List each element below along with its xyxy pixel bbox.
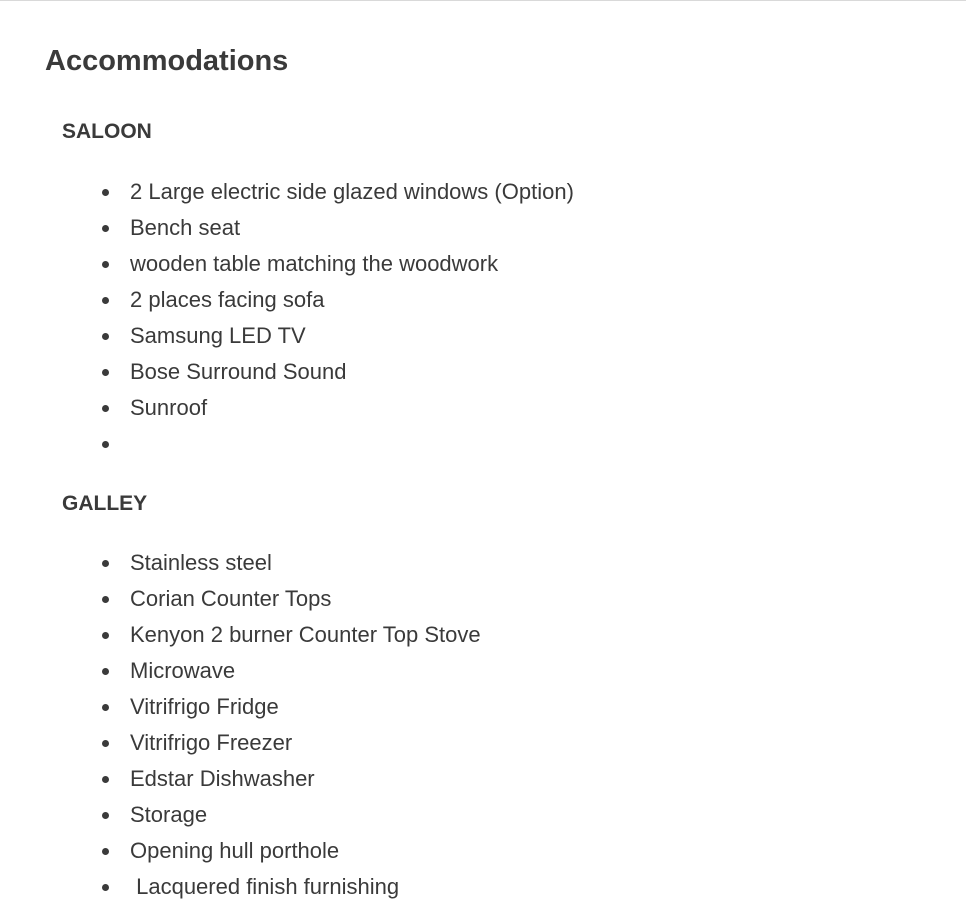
list-item: [0, 761, 481, 797]
galley-feature-list: [0, 545, 481, 905]
bullet-icon: [102, 668, 109, 675]
bullet-icon: [102, 632, 109, 639]
list-item: [0, 318, 574, 354]
list-item: [0, 725, 481, 761]
list-item: [0, 210, 574, 246]
section-heading-saloon: SALOON: [62, 120, 152, 143]
saloon-feature-list: [0, 174, 574, 462]
list-item-text: Corian Counter Tops: [130, 586, 332, 611]
list-item-text: Edstar Dishwasher: [130, 766, 315, 791]
list-item-text: Sunroof: [130, 395, 208, 420]
bullet-icon: [102, 596, 109, 603]
bullet-icon: [102, 405, 109, 412]
page-title: Accommodations: [45, 45, 289, 77]
bullet-icon: [102, 297, 109, 304]
bullet-icon: [102, 812, 109, 819]
list-item: [0, 797, 481, 833]
bullet-icon: [102, 441, 109, 448]
list-item: [0, 653, 481, 689]
list-item-text: wooden table matching the woodwork: [130, 251, 499, 276]
bullet-icon: [102, 776, 109, 783]
bullet-icon: [102, 369, 109, 376]
list-item: [0, 617, 481, 653]
list-item-text: Opening hull porthole: [130, 838, 340, 863]
list-item-text: 2 Large electric side glazed windows (Option): [130, 179, 574, 204]
bullet-icon: [102, 740, 109, 747]
list-item: [0, 581, 481, 617]
bullet-icon: [102, 261, 109, 268]
list-item-text: Vitrifrigo Fridge: [130, 694, 279, 719]
list-item: [0, 246, 574, 282]
list-item-text: Vitrifrigo Freezer: [130, 730, 293, 755]
list-item: [0, 545, 481, 581]
list-item-text: Samsung LED TV: [130, 323, 306, 348]
list-item-text: Microwave: [130, 658, 236, 683]
top-divider: [0, 0, 966, 1]
list-item: [0, 833, 481, 869]
bullet-icon: [102, 884, 109, 891]
list-item-text: Kenyon 2 burner Counter Top Stove: [130, 622, 481, 647]
bullet-icon: [102, 848, 109, 855]
list-item-empty: [0, 426, 574, 462]
bullet-icon: [102, 333, 109, 340]
list-item: [0, 174, 574, 210]
list-item: [0, 390, 574, 426]
list-item-text: 2 places facing sofa: [130, 287, 325, 312]
list-item: [0, 869, 481, 905]
list-item: [0, 689, 481, 725]
bullet-icon: [102, 704, 109, 711]
list-item-text: Bose Surround Sound: [130, 359, 347, 384]
list-item: [0, 282, 574, 318]
list-item-text: Bench seat: [130, 215, 241, 240]
bullet-icon: [102, 560, 109, 567]
section-heading-galley: GALLEY: [62, 492, 148, 515]
list-item: [0, 354, 574, 390]
list-item-text: Storage: [130, 802, 208, 827]
list-item-text: Lacquered finish furnishing: [130, 874, 400, 899]
bullet-icon: [102, 189, 109, 196]
list-item-text: Stainless steel: [130, 550, 272, 575]
bullet-icon: [102, 225, 109, 232]
